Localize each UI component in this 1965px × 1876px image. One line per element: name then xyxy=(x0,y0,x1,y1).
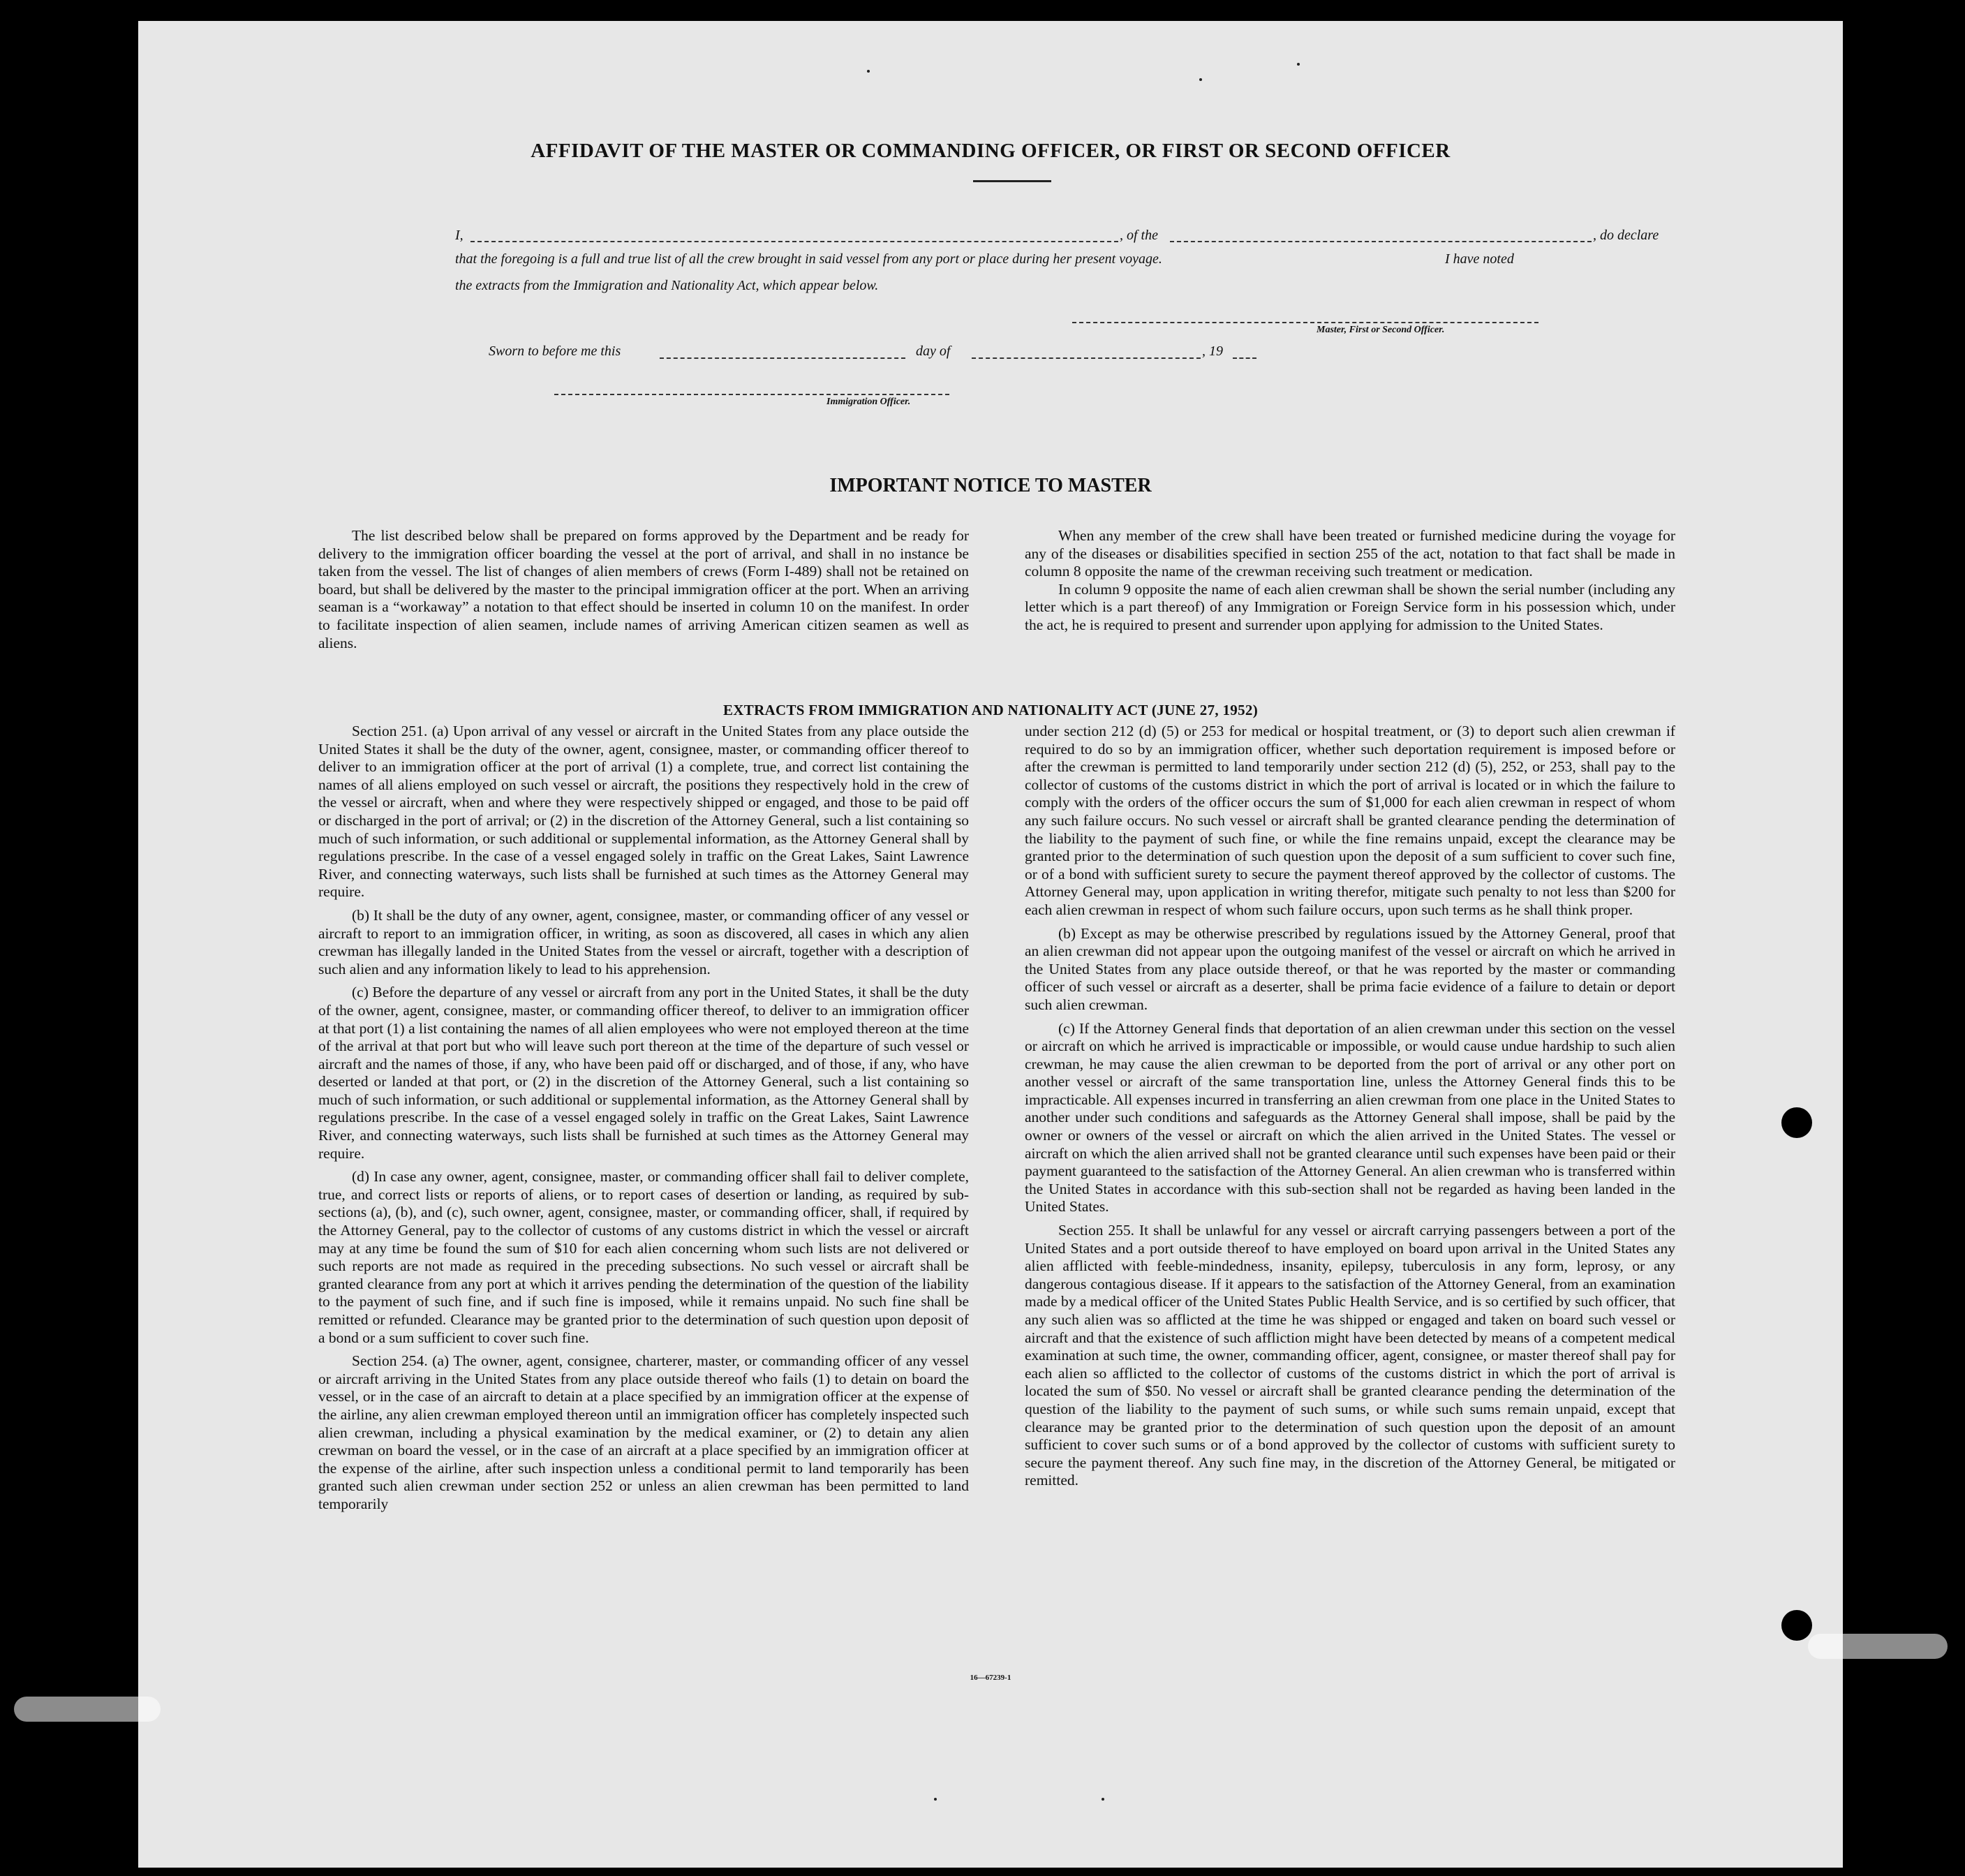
speck xyxy=(1297,63,1300,66)
section-255: Section 255. It shall be unlawful for any vessel or aircraft carrying passengers between a port of the United States and a port outside thereof to have employed on board upon arrival in the United States any alien afflicted with feeble-mindedness, insanity, epilepsy, tuberculosis in any form, leprosy, or any dangerous contagious disease. If it appears to the satisfaction of the Attorney General, from an examination made by a medical officer of the United States Public Health Service, and is so certified by such officer, that any such alien was so afflicted at the time he was shipped or engaged and taken on board such vessel or aircraft and that the existence of such affliction might have been detected by means of a competent medical examination at such time, the owner, commanding officer, agent, consignee, or master thereof shall pay for each alien so afflicted to the collector of customs of the customs district in which the port of arrival is located the sum of $50. No vessel or aircraft shall be granted clearance pending the determination of the question of the liability to the payment of such sums, or while such sums remain unpaid, except that clearance may be granted prior to the determination of such question upon the deposit of an amount sufficient to cover such sums or of a bond approved by the collector of customs with sufficient surety to secure the payment thereof. Any such fine may, in the discretion of the Attorney General, be mitigated or remitted. xyxy=(1025,1222,1675,1489)
officer-signature-line[interactable] xyxy=(554,394,949,395)
speck xyxy=(1199,78,1202,81)
sworn-month-blank[interactable] xyxy=(972,357,1201,359)
affidavit-title: AFFIDAVIT OF THE MASTER OR COMMANDING OFFICER, OR FIRST OR SECOND OFFICER xyxy=(531,140,1451,162)
speck xyxy=(1102,1798,1104,1801)
master-signature-line[interactable] xyxy=(1072,322,1538,323)
notice-right-paragraph-2: In column 9 opposite the name of each alien crewman shall be shown the serial number (including any letter which is a part thereof) of any Immigration or Foreign Service form in his possession which, under the act, he is required to present and surrender upon applying for admission to the United States. xyxy=(1025,580,1675,633)
section-251-d: (d) In case any owner, agent, consignee, master, or commanding officer shall fail to deliver complete, true, and correct lists or reports of aliens, or to report cases of desertion or landing, as required by sub-sections (a), (b), and (c), such owner, agent, consignee, master, or commanding officer, shall, if required by the Attorney General, pay to the collector of customs of any customs district in which the vessel or aircraft may at any time be found the sum of $10 for each alien concerning whom such lists are not delivered or such reports are not made as required in the preceding subsections. No such vessel or aircraft shall be granted clearance from any port at which it arrives pending the determination of the question of the liability to the payment of such fine, and if such fine is imposed, while it remains unpaid. No such fine shall be remitted or refunded. Clearance may be granted prior to the determination of such question upon deposit of a bond or a sum sufficient to cover such fine. xyxy=(318,1168,969,1346)
document-page xyxy=(138,21,1843,1868)
section-251-b: (b) It shall be the duty of any owner, agent, consignee, master, or commanding officer of any vessel or aircraft to report to an immigration officer, in writing, as soon as discovered, all cases in which any alien crewman has illegally landed in the United States from the vessel or aircraft, together with a description of such alien and any information likely to lead to his apprehension. xyxy=(318,906,969,977)
section-254-a: Section 254. (a) The owner, agent, consignee, charterer, master, or commanding officer of any vessel or aircraft arriving in the United States from any place outside thereof who fails (1) to detain on board the vessel, or in the case of an aircraft to detain at a place specified by an immigration officer at the expense of the airline, any alien crewman employed thereon until an immigration officer has completely inspected such alien crewman, including a physical examination by the medical examiner, or (2) to detain any alien crewman on board the vessel, or in the case of an aircraft at a place specified by an immigration officer at the expense of the airline, after such inspection unless a conditional permit to land temporarily has been granted such alien crewman under section 252 or unless an alien crewman has been permitted to land temporarily xyxy=(318,1352,969,1512)
notice-right-paragraph-1: When any member of the crew shall have been treated or furnished medicine during the voyage for any of the diseases or disabilities specified in section 255 of the act, notation to that fact shall be made in column 8 opposite the name of the crewman receiving such treatment or medication. xyxy=(1025,527,1675,580)
section-254-c: (c) If the Attorney General finds that deportation of an alien crewman under this section on the vessel or aircraft on which he arrived is impracticable or impossible, or would cause undue hardship to such alien crewman, he may cause the alien crewman to be deported from the port of arrival or any other port on another vessel or aircraft of the same transportation line, unless the Attorney General finds this to be impracticable. All expenses incurred in transferring an alien crewman from one place in the United States to another under such conditions and safeguards as the Attorney General shall impose, shall be paid by the owner or owners of the vessel or aircraft on which the alien arrived in the United States. The vessel or aircraft on which the alien arrived shall not be granted clearance until such expenses have been paid or their payment guaranteed to the satisfaction of the Attorney General. An alien crewman who is transferred within the United States in accordance with this sub-section shall not be regarded as having been landed in the United States. xyxy=(1025,1019,1675,1216)
sworn-year-blank[interactable] xyxy=(1233,357,1256,359)
form-code: 16—67239-1 xyxy=(970,1674,1011,1682)
extracts-title: EXTRACTS FROM IMMIGRATION AND NATIONALITY ACT (JUNE 27, 1952) xyxy=(723,702,1258,718)
section-254-b: (b) Except as may be otherwise prescribed by regulations issued by the Attorney General, proof that an alien crewman did not appear upon the outgoing manifest of the vessel or aircraft on which he arrived in the United States from any place outside thereof, or that he was reported by the master or commanding officer of such vessel or aircraft as a deserter, shall be prima facie evidence of a failure to detain or deport such alien crewman. xyxy=(1025,924,1675,1013)
section-254-a-continued: under section 212 (d) (5) or 253 for medical or hospital treatment, or (3) to deport such alien crewman if required to do so by an immigration officer, whether such deportation requirement is imposed before or after the crewman is permitted to land temporarily under section 212 (d) (5), 252, or 253, shall pay to the collector of customs of the customs district in which the port of arrival is located or in which the failure to comply with the orders of the officer occurs the sum of $1,000 for each alien crewman in respect of whom any such failure occurs. No such vessel or aircraft shall be granted clearance pending the determination of the liability to the payment of such fine, or while the fine remains unpaid, except the clearance may be granted prior to the determination of such question upon the deposit of a sum sufficient to cover such fine, or of a bond with sufficient surety to secure the payment thereof approved by the collector of customs. The Attorney General may, upon application in writing therefor, mitigate such penalty to not less than $200 for each alien crewman in respect of whom such failure occurs, upon such terms as he shall think proper. xyxy=(1025,723,1675,918)
notice-left-column xyxy=(318,527,969,658)
sworn-label: Sworn to before me this xyxy=(489,344,621,359)
scan-scuff xyxy=(1808,1634,1948,1659)
declarant-label: I, xyxy=(455,228,464,243)
year-label: , 19 xyxy=(1202,344,1223,359)
declaration-line-1-tail: I have noted xyxy=(1445,251,1514,267)
speck xyxy=(934,1798,937,1801)
speck xyxy=(867,70,870,73)
notice-right-column xyxy=(1025,527,1675,640)
notice-left-paragraph: The list described below shall be prepared on forms approved by the Department and be ready for delivery to the immigration officer boarding the vessel at the port of arrival, and shall in no instance be taken from the vessel. The list of changes of alien members of crews (Form I-489) shall not be retained on board, but shall be delivered by the master to the principal immigration officer at the port. When an arriving seaman is a “workaway” a notation to that effect should be inserted in column 10 on the manifest. In order to facilitate inspection of alien seamen, include names of arriving American citizen seamen as well as aliens. xyxy=(318,527,969,651)
binder-hole xyxy=(1781,1107,1812,1138)
title-underline xyxy=(973,180,1051,182)
section-251-c: (c) Before the departure of any vessel or aircraft from any port in the United States, it shall be the duty of the owner, agent, consignee, master, or commanding officer thereof, to deliver to an immigration officer at that port (1) a list containing the names of all alien employees who were not employed thereon at the time of the arrival at that port but who will leave such port thereon at the time of the departure of such vessel or aircraft and the names of those, if any, who have been paid off or discharged, and of those, if any, who have deserted or landed at that port, or (2) in the discretion of the Attorney General, such a list containing so much of such information, or such additional or supplemental information, as the Attorney General shall by regulations prescribe. In the case of a vessel engaged solely in traffic on the Great Lakes, Saint Lawrence River, and connecting waterways, such lists shall be furnished at such times as the Attorney General may require. xyxy=(318,984,969,1162)
extracts-right-column xyxy=(1025,723,1675,1495)
officer-signature-caption: Immigration Officer. xyxy=(826,397,911,407)
sworn-day-blank[interactable] xyxy=(660,357,905,359)
of-the-label: , of the xyxy=(1120,228,1158,243)
master-signature-caption: Master, First or Second Officer. xyxy=(1317,325,1445,335)
extracts-left-column xyxy=(318,723,969,1519)
do-declare-label: , do declare xyxy=(1593,228,1659,243)
declaration-line-1: that the foregoing is a full and true list of all the crew brought in said vessel from any port or place during her present voyage. xyxy=(455,251,1162,267)
section-251-a: Section 251. (a) Upon arrival of any vessel or aircraft in the United States from any place outside the United States it shall be the duty of the owner, agent, consignee, master, or commanding officer thereof to deliver to an immigration officer at the port of arrival (1) a complete, true, and correct list containing the names of all aliens employed on such vessel or aircraft, the positions they respectively hold in the crew of the vessel or aircraft, when and where they were respectively shipped or engaged, and those to be paid off or discharged in the port of arrival; or (2) in the discretion of the Attorney General, such a list containing so much of such information, or such additional or supplemental information, as the Attorney General shall by regulations prescribe. In the case of a vessel engaged solely in traffic on the Great Lakes, Saint Lawrence River, and connecting waterways, such lists shall be furnished at such times as the Attorney General may require. xyxy=(318,723,969,901)
binder-hole xyxy=(1781,1610,1812,1641)
scan-scuff xyxy=(14,1697,161,1722)
declaration-line-2: the extracts from the Immigration and Nationality Act, which appear below. xyxy=(455,278,879,293)
day-of-label: day of xyxy=(916,344,951,359)
notice-title: IMPORTANT NOTICE TO MASTER xyxy=(829,475,1152,496)
declarant-name-blank[interactable] xyxy=(470,241,1118,242)
vessel-name-blank[interactable] xyxy=(1170,241,1592,242)
